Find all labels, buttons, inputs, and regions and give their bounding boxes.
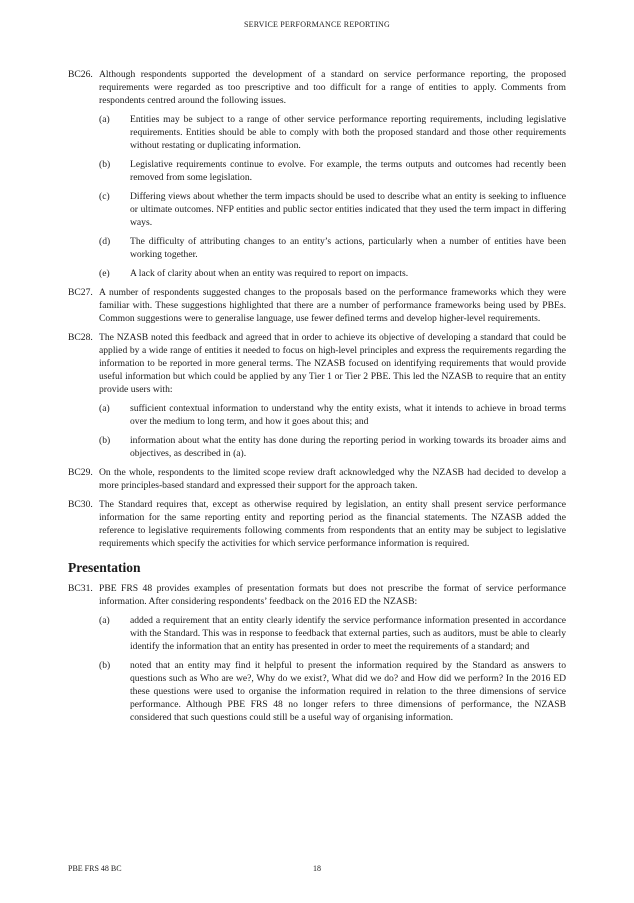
list-item-label: (e) [99,268,110,279]
paragraph-number: BC28. [68,332,93,343]
list-item [68,158,566,184]
list-item [68,402,566,428]
paragraph [68,498,566,550]
paragraph-text: A number of respondents suggested changes to the proposals based on the performance frameworks which they were familiar with. These suggestions highlighted that there are a number of performance frameworks being used by PBEs. Common suggestions were to generalise language, use fewer defined terms and develop higher-level requirements. [99,287,566,324]
list-item-text: Differing views about whether the term impacts should be used to describe what an entity is seeking to influence or ultimate outcomes. NFP entities and public sector entities indicated that they used the term impact in differing ways. [130,191,566,228]
list-item-text: Legislative requirements continue to evolve. For example, the terms outputs and outcomes had recently been removed from some legislation. [130,159,566,183]
paragraph [68,466,566,492]
list-item [68,267,566,280]
list-item-label: (c) [99,191,110,202]
list-item-label: (a) [99,114,110,125]
paragraph-text: The Standard requires that, except as otherwise required by legislation, an entity shall present service performance information for the same reporting entity and reporting period as the financial statements. The NZASB added the reference to legislative requirements following comments from respondents that an entity may be subject to legislative requirements which specify the activities for which service performance information is required. [99,499,566,549]
section-heading: Presentation [68,560,141,575]
list-item-label: (b) [99,159,111,170]
paragraph-number: BC31. [68,583,93,594]
document-body [68,68,566,730]
paragraph-text: PBE FRS 48 provides examples of presentation formats but does not prescribe the format of service performance information. After considering respondents’ feedback on the 2016 ED the NZASB: [99,583,566,607]
list-item-text: added a requirement that an entity clearly identify the service performance information presented in accordance with the Standard. This was in response to feedback that external parties, such as auditors, must be able to clearly identify the information that an entity has presented in order to meet the requirements of a standard; and [130,615,566,652]
list-item-label: (a) [99,403,110,414]
list-item-text: The difficulty of attributing changes to an entity’s actions, particularly when a number of entities have been working together. [130,236,566,260]
footer-document-name: PBE FRS 48 BC [68,864,122,873]
paragraph [68,582,566,608]
list-item-label: (d) [99,236,111,247]
list-item [68,235,566,261]
paragraph-text: The NZASB noted this feedback and agreed that in order to achieve its objective of developing a standard that could be applied by a wide range of entities it needed to focus on high-level principles and express the requirements regarding the information to be reported in more general terms. The NZASB focused on identifying requirements that would provide useful information but which could be applied by any Tier 1 or Tier 2 PBE. This led the NZASB to require that an entity provide users with: [99,332,566,395]
list-item [68,113,566,152]
paragraph [68,286,566,325]
running-header: SERVICE PERFORMANCE REPORTING [243,20,391,29]
list-item-label: (b) [99,435,111,446]
list-item-text: sufficient contextual information to understand why the entity exists, what it intends to achieve in broad terms over the medium to long term, and how it goes about this; and [130,403,566,427]
paragraph-number: BC30. [68,499,93,510]
footer-page-number: 18 [313,864,321,873]
list-item [68,434,566,460]
list-item-label: (b) [99,660,111,671]
list-item-text: A lack of clarity about when an entity was required to report on impacts. [130,268,409,279]
list-item [68,190,566,229]
paragraph [68,331,566,396]
list-item [68,614,566,653]
list-item-text: noted that an entity may find it helpful to present the information required by the Standard as answers to questions such as Who are we?, Why do we exist?, What did we do? and How did we perform? In the 2016 ED these questions were used to organise the information required in relation to the three dimensions of service performance. Although PBE FRS 48 no longer refers to three dimensions of performance, the NZASB considered that such questions could still be a useful way of organising information. [130,660,566,723]
list-item-text: information about what the entity has done during the reporting period in working towards its broader aims and objectives, as described in (a). [130,435,566,459]
paragraph-text: On the whole, respondents to the limited scope review draft acknowledged why the NZASB had decided to develop a more principles-based standard and expressed their support for the approach taken. [99,467,566,491]
list-item-label: (a) [99,615,110,626]
paragraph [68,68,566,107]
list-item [68,659,566,724]
list-item-text: Entities may be subject to a range of other service performance reporting requirements, including legislative requirements. Entities should be able to comply with both the proposed standard and those other requirements without restating or duplicating information. [130,114,566,151]
paragraph-number: BC26. [68,69,93,80]
paragraph-number: BC27. [68,287,93,298]
paragraph-text: Although respondents supported the development of a standard on service performance reporting, the proposed requirements were regarded as too prescriptive and too difficult for a range of entities to apply. Comments from respondents centred around the following issues. [99,69,566,106]
paragraph-number: BC29. [68,467,93,478]
